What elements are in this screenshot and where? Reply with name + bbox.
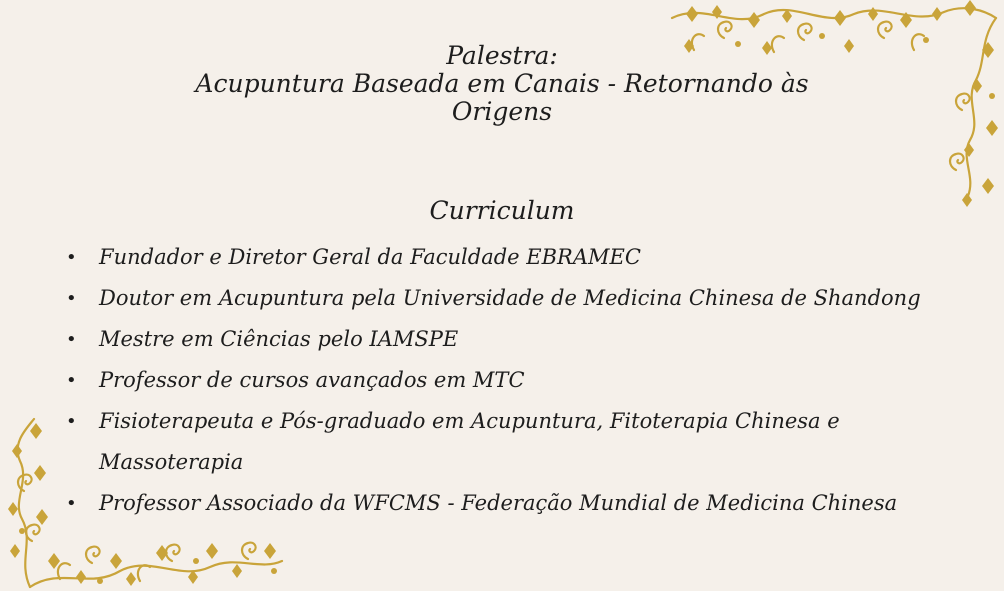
curriculum-item-text: Professor de cursos avançados em MTC <box>99 368 525 392</box>
curriculum-list <box>62 237 942 524</box>
bullet-icon: • <box>66 411 77 432</box>
curriculum-item-text: Fundador e Diretor Geral da Faculdade EBRAMEC <box>99 245 641 269</box>
curriculum-item <box>62 360 942 401</box>
talk-title: Acupuntura Baseada em Canais - Retornando às Origens <box>195 69 809 126</box>
bullet-icon: • <box>66 247 77 268</box>
bullet-icon: • <box>66 493 77 514</box>
curriculum-item <box>62 483 942 524</box>
curriculum-item-text: Professor Associado da WFCMS - Federação Mundial de Medicina Chinesa <box>99 491 898 515</box>
title-block <box>0 42 1004 126</box>
talk-label: Palestra: <box>446 41 558 70</box>
curriculum-item <box>62 401 942 483</box>
curriculum-item <box>62 278 942 319</box>
curriculum-item-text: Fisioterapeuta e Pós-graduado em Acupuntura, Fitoterapia Chinesa e Massoterapia <box>99 409 840 474</box>
bullet-icon: • <box>66 288 77 309</box>
bullet-icon: • <box>66 370 77 391</box>
curriculum-heading: Curriculum <box>429 196 575 225</box>
curriculum-item-text: Doutor em Acupuntura pela Universidade de Medicina Chinesa de Shandong <box>99 286 921 310</box>
curriculum-item <box>62 237 942 278</box>
curriculum-item-text: Mestre em Ciências pelo IAMSPE <box>99 327 459 351</box>
curriculum-item <box>62 319 942 360</box>
bullet-icon: • <box>66 329 77 350</box>
